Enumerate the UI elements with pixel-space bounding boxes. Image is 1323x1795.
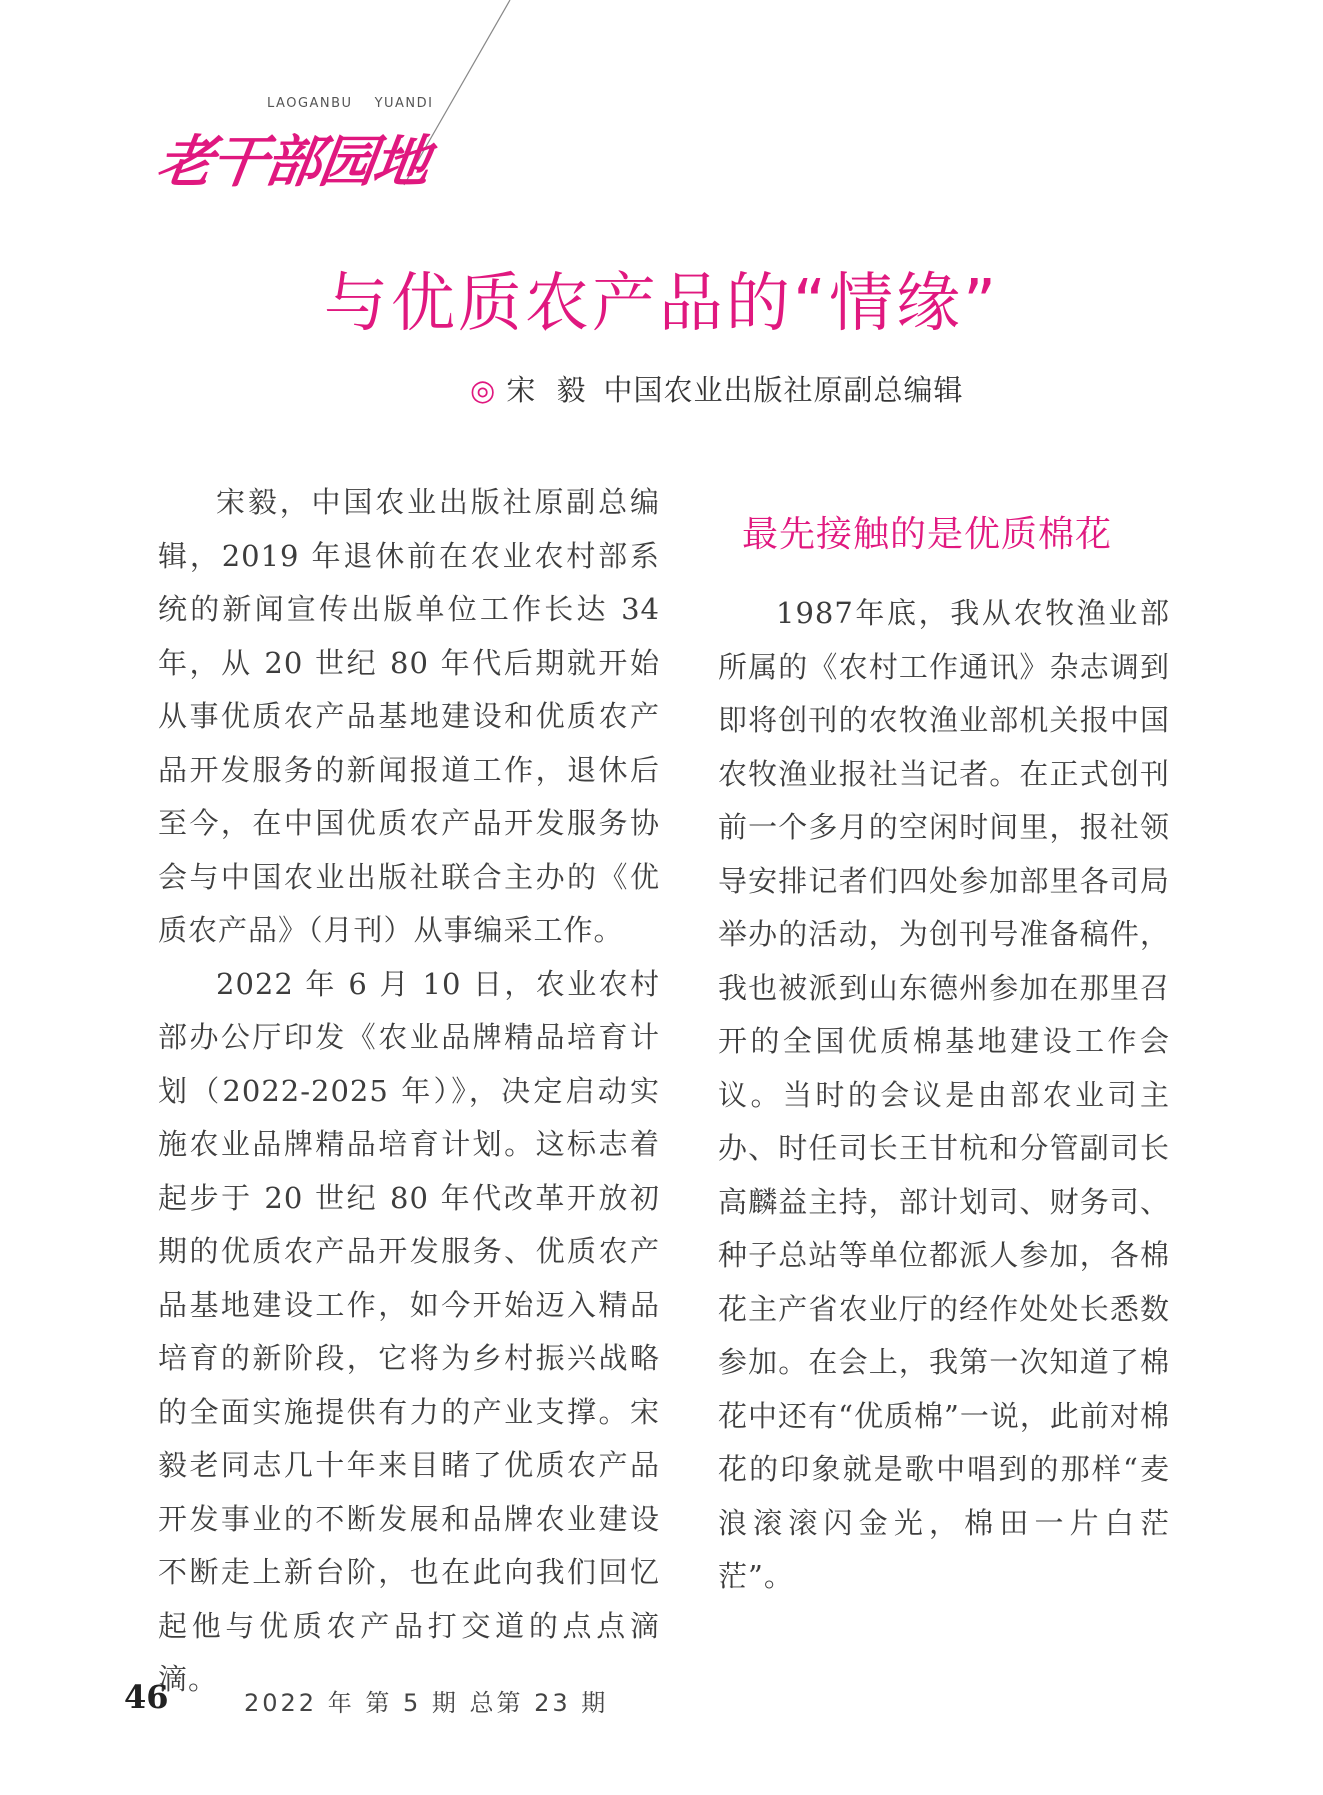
byline [470, 368, 964, 409]
intro-paragraph: 宋毅，中国农业出版社原副总编辑，2019 年退休前在农业农村部系统的新闻宣传出版单位工作长达 34 年，从 20 世纪 80 年代后期就开始从事优质农产品基地建设和优质农产品开发服务的新闻报道工作，退休后至今，在中国优质农产品开发服务协会与中国农业出版社联合主办的《优质农产品》（月刊）从事编采工作。 [158, 485, 660, 947]
intro-paragraph: 2022 年 6 月 10 日，农业农村部办公厅印发《农业品牌精品培育计划（2022-2025 年）》，决定启动实施农业品牌精品培育计划。这标志着起步于 20 世纪 80 年代改革开放初期的优质农产品开发服务、优质农产品基地建设工作，如今开始迈入精品培育的新阶段，它将为乡村振兴战略的全面实施提供有力的产业支撑。宋毅老同志几十年来目睹了优质农产品开发事业的不断发展和品牌农业建设不断走上新台阶，也在此向我们回忆起他与优质农产品打交道的点点滴滴。 [158, 966, 660, 1696]
section-heading: 最先接触的是优质棉花 [742, 514, 1113, 555]
page-number: 46 [124, 1678, 169, 1716]
pinyin-right: YUANDI [374, 96, 434, 111]
column-name-logo: 老干部园地 [152, 129, 433, 195]
author-name: 宋 毅 [506, 373, 592, 407]
body-column [718, 505, 1170, 1604]
article-title: 与优质农产品的“情缘” [323, 267, 1000, 341]
author-title: 中国农业出版社原副总编辑 [603, 373, 964, 407]
body-paragraph: 1987年底，我从农牧渔业部所属的《农村工作通讯》杂志调到即将创刊的农牧渔业部机关报中国农牧渔业报社当记者。在正式创刊前一个多月的空闲时间里，报社领导安排记者们四处参加部里各司局举办的活动，为创刊号准备稿件，我也被派到山东德州参加在那里召开的全国优质棉基地建设工作会议。当时的会议是由部农业司主办、时任司长王甘杭和分管副司长高麟益主持，部计划司、财务司、种子总站等单位都派人参加，各棉花主产省农业厅的经作处处长悉数参加。在会上，我第一次知道了棉花中还有“优质棉”一说，此前对棉花的印象就是歌中唱到的那样“麦浪滚滚闪金光，棉田一片白茫茫”。 [718, 596, 1170, 1593]
column-pinyin [267, 96, 434, 111]
issue-info: 2022 年 第 5 期 总第 23 期 [244, 1689, 609, 1717]
byline-mark: ◎ [470, 373, 497, 407]
pinyin-left: LAOGANBU [267, 96, 353, 111]
intro-column [158, 476, 660, 1707]
